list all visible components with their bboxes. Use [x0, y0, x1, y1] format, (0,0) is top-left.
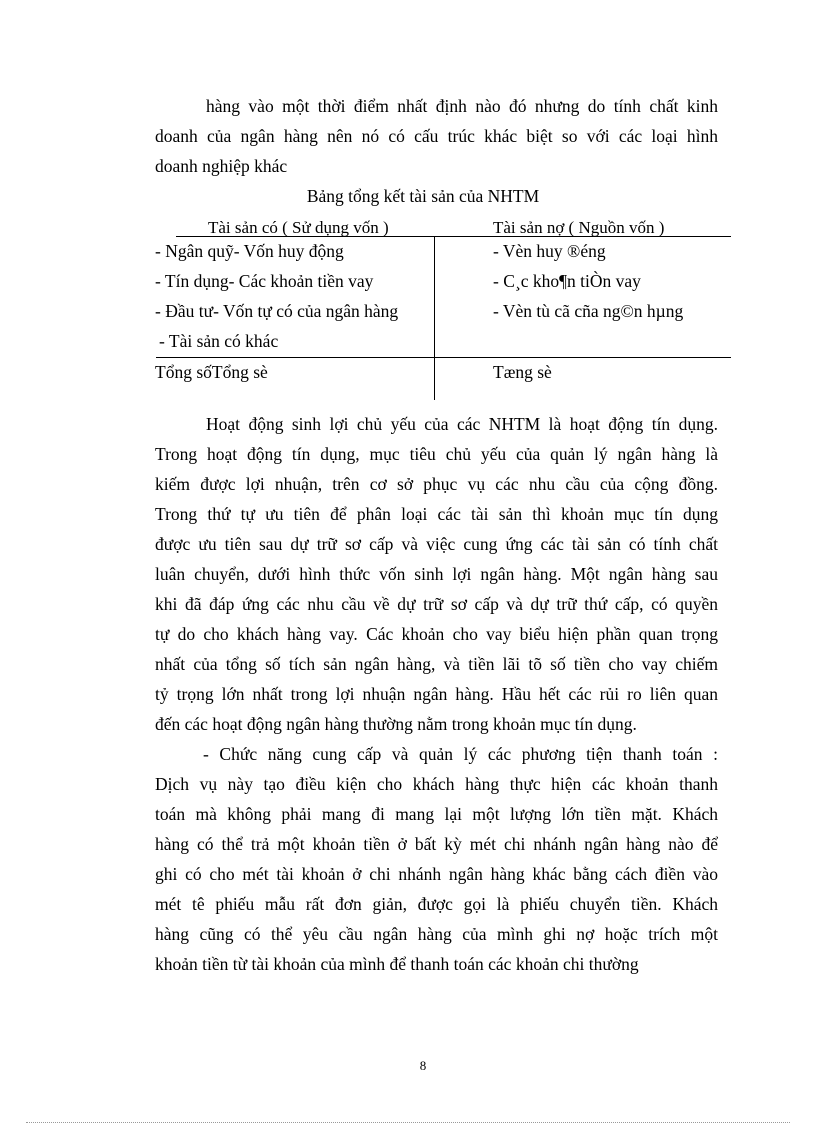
paragraph-main-line: kiếm được lợi nhuận, trên cơ sở phục vụ các nhu cầu của cộng đồng. [155, 474, 718, 494]
table-left-item: - Tài sản có khác [159, 331, 279, 351]
paragraph-top-line-1: hàng vào một thời điểm nhất định nào đó nhưng do tính chất kinh [206, 96, 718, 116]
paragraph-main-line: Trong thứ tự ưu tiên để phân loại các tài sản thì khoản mục tín dụng [155, 504, 718, 524]
table-caption: Bảng tổng kết tài sản của NHTM [306, 186, 540, 206]
table-total-right: Tæng sè [493, 362, 552, 382]
paragraph-top-line-2: doanh của ngân hàng nên nó có cấu trúc khác biệt so với các loại hình [155, 126, 718, 146]
paragraph-main-line: nhất của tổng số tích sản ngân hàng, và tiền lãi tõ số tiền cho vay chiếm [155, 654, 718, 674]
paragraph-payment-line: mét tê phiếu mẫu rất đơn giản, được gọi là phiếu chuyển tiền. Khách [155, 894, 718, 914]
paragraph-main-line: luân chuyển, dưới hình thức vốn sinh lợi ngân hàng. Một ngân hàng sau [155, 564, 718, 584]
paragraph-main-line: được ưu tiên sau dự trữ sơ cấp và việc cung ứng các tài sản có tính chất [155, 534, 718, 554]
paragraph-payment-line: khoản tiền từ tài khoản của mình để thanh toán các khoản chi thường [155, 954, 639, 974]
paragraph-main-line: Hoạt động sinh lợi chủ yếu của các NHTM là hoạt động tín dụng. [206, 414, 718, 434]
paragraph-payment-line: hàng cũng có thể yêu cầu ngân hàng của mình ghi nợ hoặc trích một [155, 924, 718, 944]
table-total-divider [156, 357, 731, 358]
paragraph-main-line: Trong hoạt động tín dụng, mục tiêu chủ yếu của quản lý ngân hàng là [155, 444, 718, 464]
table-header-assets: Tài sản có ( Sử dụng vốn ) [208, 218, 389, 237]
table-right-item: - Vèn tù cã cña ng©n hµng [493, 301, 684, 321]
paragraph-main-line: tự do cho khách hàng vay. Các khoản cho vay biểu hiện phần quan trọng [155, 624, 718, 644]
paragraph-payment-line: ghi có cho mét tài khoản ở chi nhánh ngân hàng khác bằng cách điền vào [155, 864, 718, 884]
table-header-divider [176, 236, 731, 237]
table-right-item: - Vèn huy ®éng [493, 241, 606, 261]
table-left-item: - Đầu tư- Vốn tự có của ngân hàng [155, 301, 399, 321]
paragraph-payment-line: Dịch vụ này tạo điều kiện cho khách hàng thực hiện các khoản thanh [155, 774, 718, 794]
paragraph-main-line: tỷ trọng lớn nhất trong lợi nhuận ngân hàng. Hầu hết các rủi ro liên quan [155, 684, 718, 704]
page-number: 8 [419, 1058, 427, 1073]
table-header-liabilities: Tài sản nợ ( Nguồn vốn ) [493, 218, 665, 237]
paragraph-main-line: khi đã đáp ứng các nhu cầu về dự trữ sơ cấp và dự trữ thứ cấp, có quyền [155, 594, 718, 614]
table-column-divider [434, 237, 435, 400]
table-left-item: - Tín dụng- Các khoản tiền vay [155, 271, 374, 291]
paragraph-top-line-3: doanh nghiệp khác [155, 156, 288, 176]
table-left-item: - Ngân quỹ- Vốn huy động [155, 241, 344, 261]
table-total-left: Tổng sốTổng sè [155, 362, 268, 382]
paragraph-main-line: đến các hoạt động ngân hàng thường nằm trong khoản mục tín dụng. [155, 714, 637, 734]
table-right-item: - C¸c kho¶n tiÒn vay [493, 271, 641, 291]
paragraph-payment-line: - Chức năng cung cấp và quản lý các phương tiện thanh toán : [203, 744, 718, 764]
paragraph-payment-line: toán mà không phải mang đi mang lại một lượng lớn tiền mặt. Khách [155, 804, 718, 824]
paragraph-payment-line: hàng có thể trả một khoản tiền ở bất kỳ mét chi nhánh ngân hàng nào để [155, 834, 718, 854]
